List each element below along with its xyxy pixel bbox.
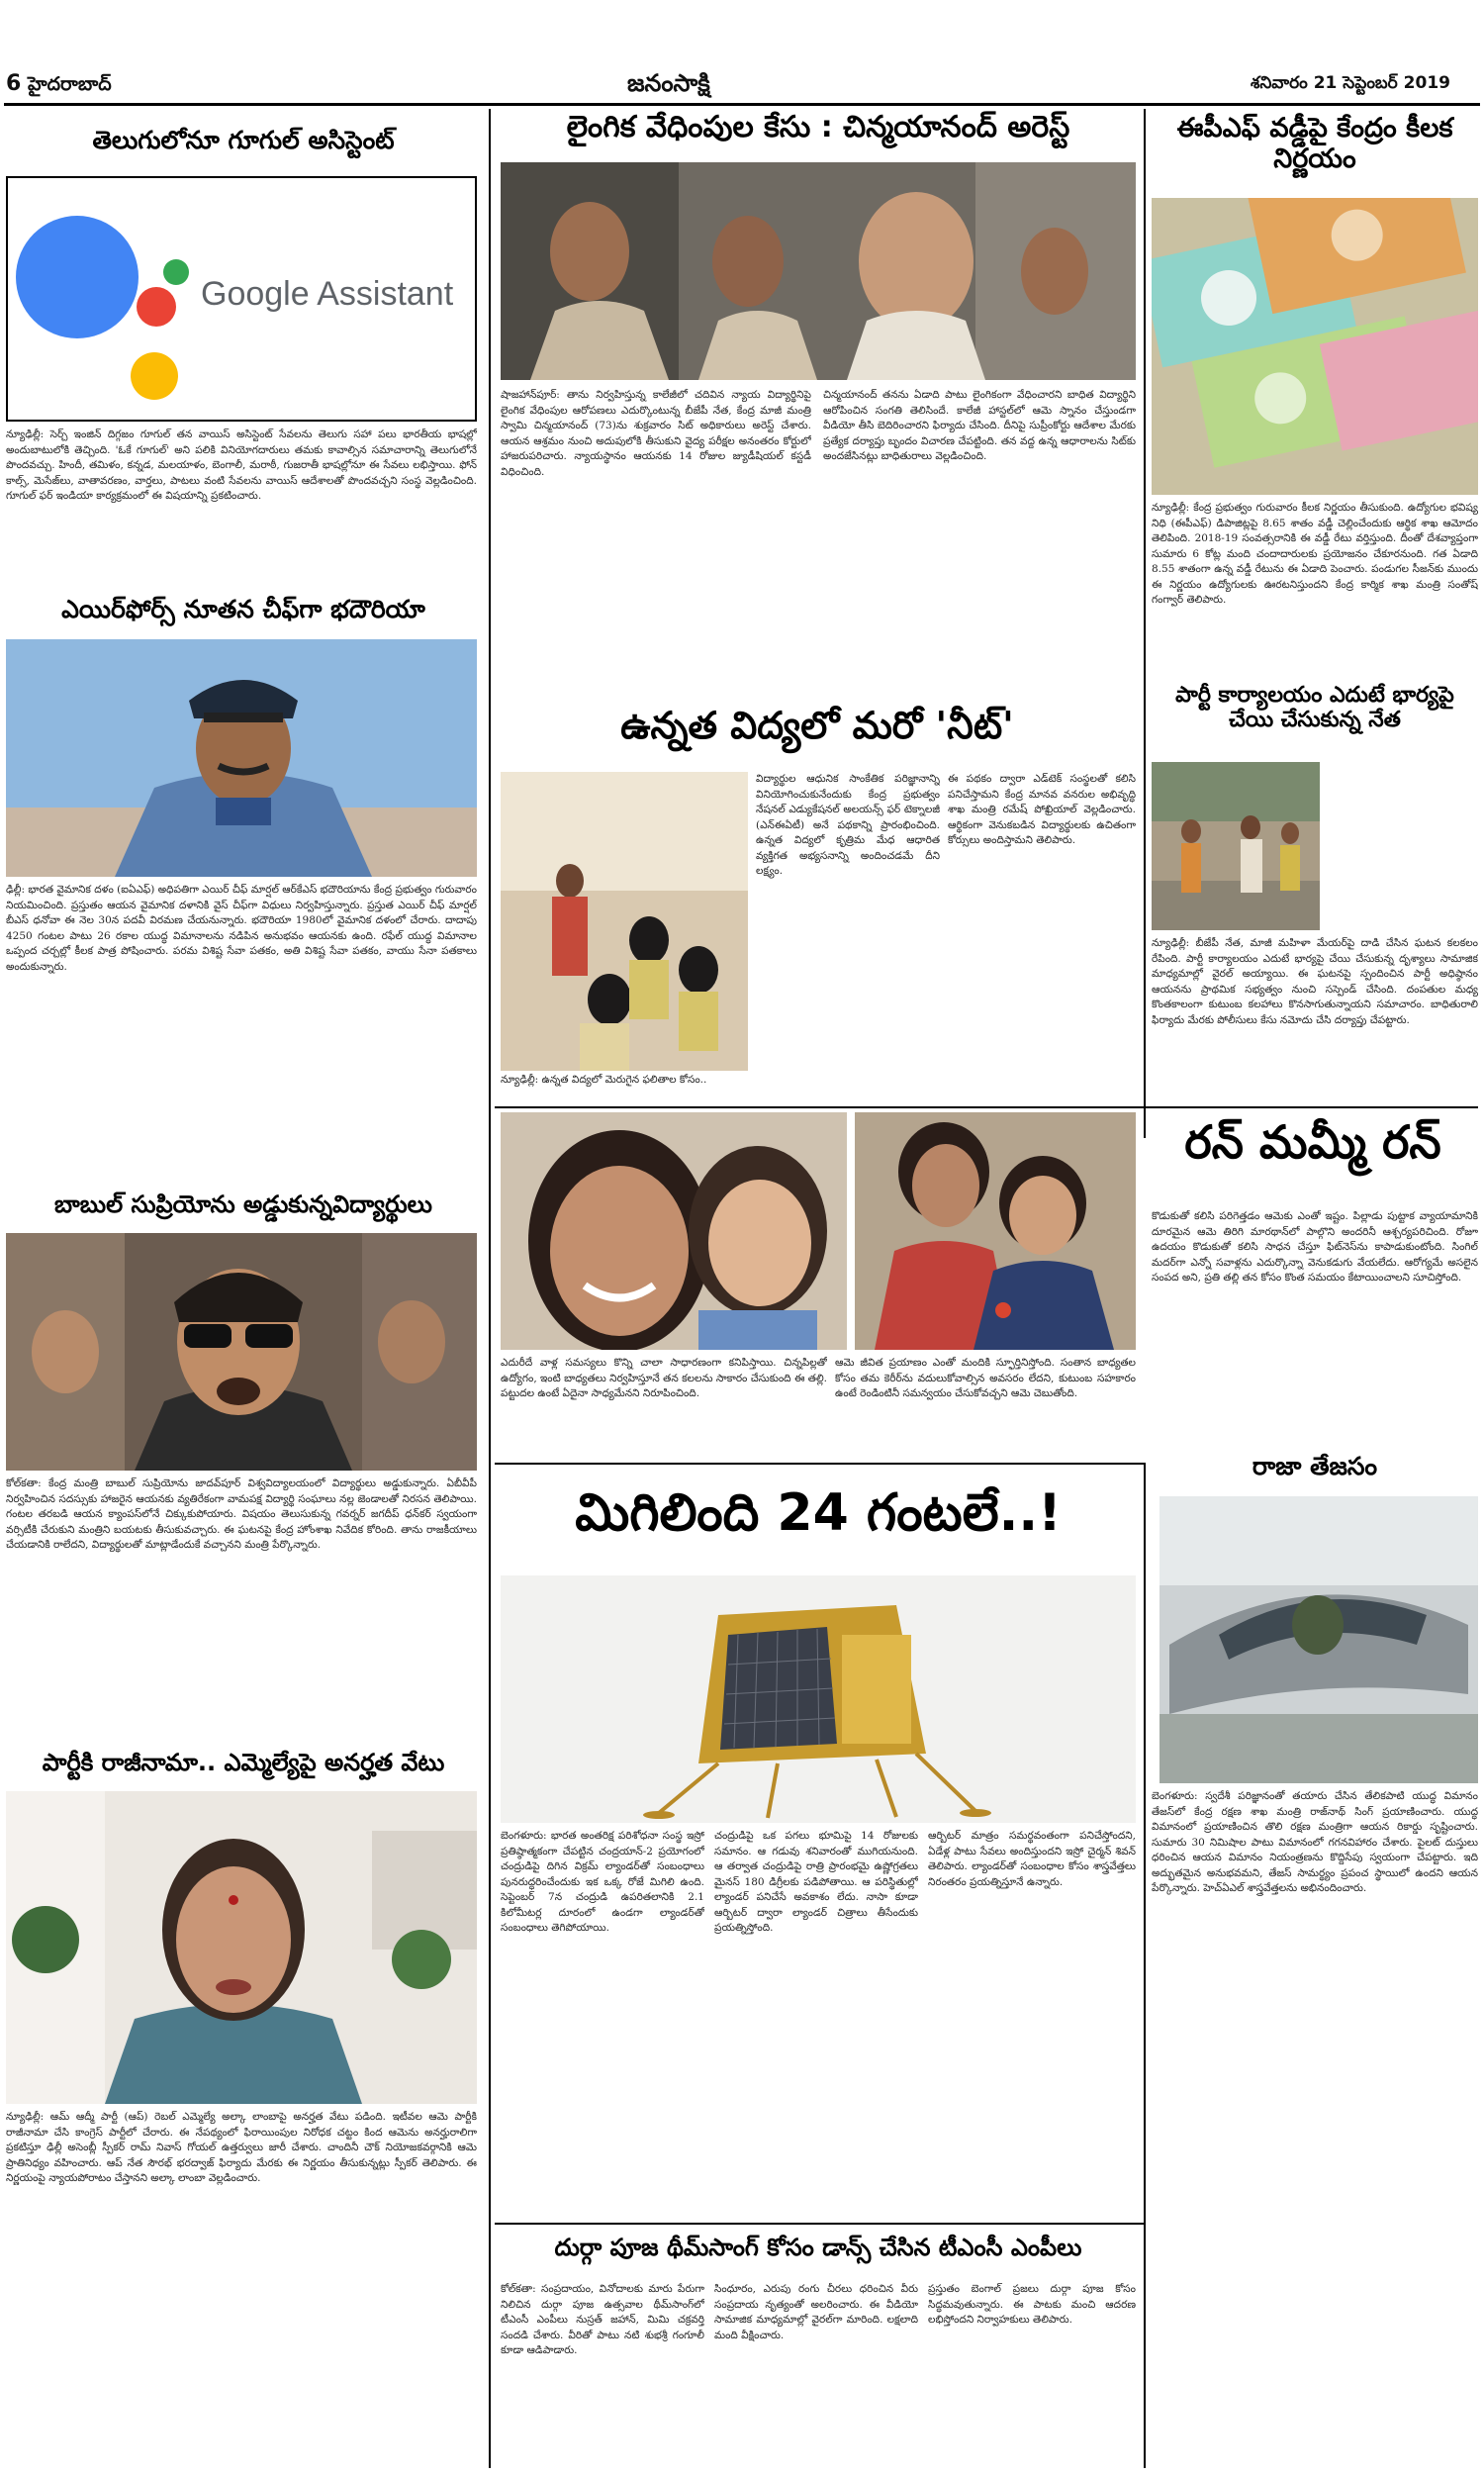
mom-body-right: ఆమె జీవిత ప్రయాణం ఎంతో మందికి స్ఫూర్తినిస్తోంది. సంతాన బాధ్యతల కోసం తమ కెరీర్‌ను వదులుకోవాల్సిన అవసరం లేదని, కుటుంబ సహకారం ఉంటే రెండింటినీ సమన్వయం చేసుకోవచ్చని ఆమె చెబుతోంది.	[835, 1357, 1136, 1400]
raja-body: బెంగళూరు: స్వదేశీ పరిజ్ఞానంతో తయారు చేసిన తేలికపాటి యుద్ధ విమానం తేజస్‌లో కేంద్ర రక్షణ శాఖ మంత్రి రాజ్‌నాథ్ సింగ్ ప్రయాణించారు. యుద్ధ విమానంలో ప్రయాణించిన తొలి రక్షణ మంత్రిగా ఆయన రికార్డు సృష్టించారు. సుమారు 30 నిమిషాల పాటు విమానంలో గగనవిహారం చేశారు. పైలట్ దుస్తులు ధరించిన ఆయన విమానం నియంత్రణను కొద్దిసేపు స్వయంగా చేపట్టారు. ఇది అద్భుతమైన అనుభవమని, తేజస్ సామర్థ్యం ప్రపంచ స్థాయిలో ఉందని ఆయన పేర్కొన్నారు. హెచ్‌ఏఎల్ శాస్త్రవేత్తలను అభినందించారు.	[1152, 1790, 1478, 1895]
chandrayaan-body-right: ఆర్బిటర్ మాత్రం సమర్థవంతంగా పనిచేస్తోందని, ఏడేళ్ల పాటు సేవలు అందిస్తుందని ఇస్రో చైర్మన్ శివన్ తెలిపారు. ల్యాండర్‌తో సంబంధాల కోసం శాస్త్రవేత్తలు నిరంతరం ప్రయత్నిస్తూనే ఉన్నారు.	[928, 1830, 1136, 1888]
durga-headline: దుర్గా పూజ థీమ్‌సాంగ్ కోసం డాన్స్ చేసిన టీఎంసీ ఎంపీలు	[554, 2234, 1082, 2261]
neet-body-right: ఈ పథకం ద్వారా ఎడ్‌టెక్ సంస్థలతో కలిసి పనిచేస్తామని కేంద్ర మానవ వనరుల అభివృద్ధి శాఖ మంత్రి రమేష్ పోఖ్రియాల్ వెల్లడించారు. ఆర్థికంగా వెనుకబడిన విద్యార్థులకు ఉచితంగా కోర్సులు అందిస్తామని తెలిపారు.	[948, 773, 1136, 847]
neet-photo	[501, 772, 748, 1071]
chandrayaan-headline: మిగిలింది 24 గంటలే..!	[575, 1483, 1062, 1543]
run-body: కొడుకుతో కలిసి పరిగెత్తడం ఆమెకు ఎంతో ఇష్టం. పిల్లాడు పుట్టాక వ్యాయామానికి దూరమైన ఆమె తిరిగి మారథాన్‌లో పాల్గొని అందరినీ ఆశ్చర్యపరిచింది. రోజూ ఉదయం కొడుకుతో కలిసి సాధన చేస్తూ ఫిట్‌నెస్‌ను కాపాడుకుంటోంది. సింగిల్ మదర్‌గా ఎన్నో సవాళ్లను ఎదుర్కొన్నా వెనుకడుగు వేయలేదు. ఆరోగ్యమే అసలైన సంపద అని, ప్రతి తల్లి తన కోసం కొంత సమయం కేటాయించాలని సూచిస్తోంది.	[1152, 1210, 1478, 1285]
column-divider-raja	[1144, 1463, 1146, 2468]
babul-headline: బాబుల్ సుప్రియోను అడ్డుకున్నవిద్యార్థులు	[54, 1190, 432, 1218]
epf-photo	[1152, 198, 1478, 495]
resign-photo	[6, 1791, 477, 2104]
neet-caption: న్యూఢిల్లీ: ఉన్నత విద్యలో మెరుగైన ఫలితాల కోసం..	[501, 1074, 707, 1086]
resign-body: న్యూఢిల్లీ: ఆమ్ ఆద్మీ పార్టీ (ఆప్) రెబల్ ఎమ్మెల్యే అల్కా లాంబాపై అనర్హత వేటు పడింది. ఇటీవల ఆమె పార్టీకి రాజీనామా చేసి కాంగ్రెస్ పార్టీలో చేరారు. ఈ నేపథ్యంలో ఫిరాయింపుల నిరోధక చట్టం కింద ఆమెను అనర్హురాలిగా ప్రకటిస్తూ ఢిల్లీ అసెంబ్లీ స్పీకర్ రామ్ నివాస్ గోయల్ ఉత్తర్వులు జారీ చేశారు. చాందినీ చౌక్ నియోజకవర్గానికి ఆమె ప్రాతినిధ్యం వహించారు. ఆప్ నేత సౌరభ్ భరద్వాజ్ ఫిర్యాదు మేరకు ఈ నిర్ణయం తీసుకున్నట్లు స్పీకర్ తెలిపారు. ఈ నిర్ణయంపై న్యాయపోరాటం చేస్తానని అల్కా లాంబా వెల్లడించారు.	[6, 2111, 477, 2185]
google-logo-box	[6, 176, 477, 422]
chinmay-photo	[501, 162, 1136, 380]
durga-body-right: ప్రస్తుతం బెంగాల్ ప్రజలు దుర్గా పూజ కోసం సిద్ధమవుతున్నారు. ఈ పాటకు మంచి ఆదరణ లభిస్తోందని నిర్వాహకులు తెలిపారు.	[928, 2283, 1136, 2327]
masthead-rule	[4, 103, 1480, 106]
section-rule-durga	[495, 2223, 1144, 2225]
google-logo-text: Google Assistant	[201, 275, 454, 313]
chinmay-body-right: చిన్మయానంద్ తనను ఏడాది పాటు లైంగికంగా వేధించారని బాధిత విద్యార్థిని ఆరోపించిన సంగతి తెలిసిందే. కాలేజీ హాస్టల్‌లో ఆమె స్నానం చేస్తుండగా వీడియో తీసి బెదిరించారని ఫిర్యాదు చేసింది. దీనిపై సుప్రీంకోర్టు ఆదేశాల మేరకు ప్రత్యేక దర్యాప్తు బృందం విచారణ చేపట్టింది. తన వద్ద ఉన్న ఆధారాలను సిట్‌కు అందజేసినట్లు బాధితురాలు వెల్లడించింది.	[823, 389, 1136, 463]
neet-body-left: విద్యార్థుల ఆధునిక సాంకేతిక పరిజ్ఞానాన్ని వినియోగించుకునేందుకు కేంద్ర ప్రభుత్వం నేషనల్ ఎడ్యుకేషనల్ అలయన్స్ ఫర్ టెక్నాలజీ (ఎన్‌ఈఏటీ) అనే పథకాన్ని ప్రారంభించింది. ఉన్నత విద్యలో కృత్రిమ మేధ ఆధారిత వ్యక్తిగత అభ్యసనాన్ని అందించడమే దీని లక్ష్యం.	[756, 773, 940, 878]
google-body: న్యూఢిల్లీ: సెర్చ్ ఇంజిన్ దిగ్గజం గూగుల్ తన వాయిస్ అసిస్టెంట్ సేవలను తెలుగు సహా పలు భారతీయ భాషల్లో అందుబాటులోకి తెచ్చింది. 'ఓకే గూగుల్' అని పలికి వినియోగదారులు తమకు కావాల్సిన సమాచారాన్ని తెలుగులోనే పొందవచ్చు. హిందీ, తమిళం, కన్నడ, మలయాళం, బెంగాలీ, మరాఠీ, గుజరాతీ భాషల్లోనూ ఈ సేవలు లభిస్తాయి. ఫోన్ కాల్స్, మెసేజ్‌లు, వాతావరణం, వార్తలు, పాటలు వంటి సేవలను వాయిస్ ఆదేశాలతో పొందవచ్చని సంస్థ వెల్లడించింది. గూగుల్ ఫర్ ఇండియా కార్యక్రమంలో ఈ విషయాన్ని ప్రకటించారు.	[6, 428, 477, 503]
resign-headline: పార్టీకి రాజీనామా.. ఎమ్మెల్యేపై అనర్హత వేటు	[42, 1749, 445, 1776]
chinmay-headline: లైంగిక వేధింపుల కేసు : చిన్మయానంద్ అరెస్ట్	[566, 110, 1070, 144]
chandrayaan-body-left: బెంగళూరు: భారత అంతరిక్ష పరిశోధనా సంస్థ ఇస్రో ప్రతిష్ఠాత్మకంగా చేపట్టిన చంద్రయాన్-2 ప్రయోగంలో చంద్రుడిపై దిగిన విక్రమ్ ల్యాండర్‌తో సంబంధాలు పునరుద్ధరించేందుకు ఇక ఒక్క రోజే మిగిలి ఉంది. సెప్టెంబర్ 7న చంద్రుడి ఉపరితలానికి 2.1 కిలోమీటర్ల దూరంలో ఉండగా ల్యాండర్‌తో సంబంధాలు తెగిపోయాయి.	[501, 1830, 704, 1935]
column-divider-right	[1144, 109, 1146, 1138]
airforce-photo	[6, 639, 477, 877]
masthead	[0, 0, 1484, 69]
date-label: శనివారం 21 సెప్టెంబర్ 2019	[1251, 73, 1450, 93]
mom-body-left: ఎదురీదే వాళ్ల సమస్యలు కొన్ని చాలా సాధారణంగా కనిపిస్తాయి. చిన్నపిల్లతో ఉద్యోగం, ఇంటి బాధ్యతలు నిర్వహిస్తూనే తన కలలను సాకారం చేసుకుంది ఈ తల్లి. పట్టుదల ఉంటే ఏదైనా సాధ్యమేనని నిరూపించింది.	[501, 1357, 827, 1400]
party-photo	[1152, 762, 1320, 930]
party-body: న్యూఢిల్లీ: బీజేపీ నేత, మాజీ మహిళా మేయర్‌పై దాడి చేసిన ఘటన కలకలం రేపింది. పార్టీ కార్యాలయం ఎదుటే భార్యపై చేయి చేసుకున్న దృశ్యాలు సామాజిక మాధ్యమాల్లో వైరల్ అయ్యాయి. ఈ ఘటనపై స్పందించిన పార్టీ అధిష్ఠానం ఆయనను ప్రాథమిక సభ్యత్వం నుంచి సస్పెండ్ చేసింది. దంపతుల మధ్య కొంతకాలంగా కుటుంబ కలహాలు కొనసాగుతున్నాయని సమాచారం. బాధితురాలి ఫిర్యాదు మేరకు పోలీసులు కేసు నమోదు చేసి దర్యాప్తు చేపట్టారు.	[1152, 937, 1478, 1026]
neet-headline: ఉన్నత విద్యలో మరో 'నీట్'	[620, 704, 1014, 747]
chinmay-body-left: షాజహాన్‌పూర్: తాను నిర్వహిస్తున్న కాలేజీలో చదివిన న్యాయ విద్యార్థినిపై లైంగిక వేధింపుల ఆరోపణలు ఎదుర్కొంటున్న బీజేపీ నేత, కేంద్ర మాజీ మంత్రి స్వామి చిన్మయానంద్ (73)ను శుక్రవారం సిట్ అధికారులు అరెస్ట్ చేశారు. ఆయన ఆశ్రమం నుంచి అదుపులోకి తీసుకుని వైద్య పరీక్షల అనంతరం కోర్టులో హాజరుపరిచారు. న్యాయస్థానం ఆయనకు 14 రోజుల జ్యుడీషియల్ కస్టడీ విధించింది.	[501, 389, 811, 478]
chandrayaan-body-mid: చంద్రుడిపై ఒక పగలు భూమిపై 14 రోజులకు సమానం. ఆ గడువు శనివారంతో ముగియనుంది. ఆ తర్వాత చంద్రుడిపై రాత్రి ప్రారంభమై ఉష్ణోగ్రతలు మైనస్ 180 డిగ్రీలకు పడిపోతాయి. ఆ పరిస్థితుల్లో ల్యాండర్ పనిచేసే అవకాశం లేదు. నాసా కూడా ఆర్బిటర్ ద్వారా ల్యాండర్ చిత్రాలు తీసేందుకు ప్రయత్నిస్తోంది.	[714, 1830, 918, 1935]
column-divider-left	[489, 109, 491, 2468]
airforce-body: ఢిల్లీ: భారత వైమానిక దళం (ఐఏఎఫ్) అధిపతిగా ఎయిర్ చీఫ్ మార్షల్ ఆర్‌కేఎస్ భదౌరియాను కేంద్ర ప్రభుత్వం గురువారం నియమించింది. ప్రస్తుతం ఆయన వైమానిక దళానికి వైస్ చీఫ్‌గా విధులు నిర్వహిస్తున్నారు. ప్రస్తుత ఎయిర్ చీఫ్ మార్షల్ బీఎస్ ధనోవా ఈ నెల 30న పదవీ విరమణ చేయనున్నారు. భదౌరియా 1980లో వైమానిక దళంలో చేరారు. దాదాపు 4250 గంటల పాటు 26 రకాల యుద్ధ విమానాలను నడిపిన అనుభవం ఆయనకు ఉంది. రఫేల్ యుద్ధ విమానాల ఒప్పంద చర్చల్లో కీలక పాత్ర పోషించారు. పరమ విశిష్ట సేవా పతకం, అతి విశిష్ట సేవా పతకం, వాయు సేనా పతకాలు అందుకున్నారు.	[6, 884, 477, 973]
epf-headline: ఈపీఎఫ్ వడ్డీపై కేంద్రం కీలక నిర్ణయం	[1176, 113, 1453, 175]
airforce-headline: ఎయిర్‌ఫోర్స్ నూతన చీఫ్‌గా భదౌరియా	[61, 595, 425, 623]
paper-name: జనంసాక్షి	[627, 69, 710, 97]
raja-photo	[1159, 1496, 1478, 1783]
run-headline: రన్ మమ్మీ రన్	[1184, 1115, 1441, 1169]
mom-photo-left	[501, 1112, 847, 1350]
babul-body: కోల్‌కతా: కేంద్ర మంత్రి బాబుల్ సుప్రియోను జాదవ్‌పూర్ విశ్వవిద్యాలయంలో విద్యార్థులు అడ్డుకున్నారు. ఏబీవీపీ నిర్వహించిన సదస్సుకు హాజరైన ఆయనకు వ్యతిరేకంగా వామపక్ష విద్యార్థి సంఘాలు నల్ల జెండాలతో నిరసన తెలిపాయి. గంటల తరబడి ఆయన క్యాంపస్‌లోనే చిక్కుకుపోయారు. విషయం తెలుసుకున్న గవర్నర్ జగదీప్ ధన్‌కర్ స్వయంగా వర్సిటీకి చేరుకుని మంత్రిని బయటకు తీసుకువచ్చారు. ఈ ఘటనపై కేంద్ర హోంశాఖ నివేదిక కోరింది. తాను రాజకీయాలు చేయడానికి రాలేదని, విద్యార్థులతో మాట్లాడేందుకే వచ్చానని మంత్రి పేర్కొన్నారు.	[6, 1477, 477, 1552]
party-headline: పార్టీ కార్యాలయం ఎదుటే భార్యపై చేయి చేసుకున్న నేత	[1175, 683, 1454, 733]
babul-photo	[6, 1233, 477, 1471]
mom-photo-right	[855, 1112, 1136, 1350]
city-label: హైదరాబాద్	[28, 73, 112, 95]
durga-body-mid: సింధూరం, ఎరుపు రంగు చీరలు ధరించిన వీరు సంప్రదాయ నృత్యంతో అలరించారు. ఈ వీడియో సామాజిక మాధ్యమాల్లో వైరల్‌గా మారింది. లక్షలాది మంది వీక్షించారు.	[714, 2283, 918, 2341]
epf-body: న్యూఢిల్లీ: కేంద్ర ప్రభుత్వం గురువారం కీలక నిర్ణయం తీసుకుంది. ఉద్యోగుల భవిష్య నిధి (ఈపీఎఫ్) డిపాజిట్లపై 8.65 శాతం వడ్డీ చెల్లించేందుకు ఆర్థిక శాఖ ఆమోదం తెలిపింది. 2018-19 సంవత్సరానికి ఈ వడ్డీ రేటు వర్తిస్తుంది. దీంతో దేశవ్యాప్తంగా సుమారు 6 కోట్ల మంది చందాదారులకు ప్రయోజనం చేకూరనుంది. గత ఏడాది 8.55 శాతంగా ఉన్న వడ్డీ రేటును ఈ ఏడాది పెంచారు. పండుగల సీజన్‌కు ముందు ఈ నిర్ణయం ఉద్యోగులకు ఊరటనిస్తుందని కేంద్ర కార్మిక శాఖ మంత్రి సంతోష్ గంగ్వార్ తెలిపారు.	[1152, 502, 1478, 607]
durga-body-left: కోల్‌కతా: సంప్రదాయం, వినోదాలకు మారు పేరుగా నిలిచిన దుర్గా పూజ ఉత్సవాల థీమ్‌సాంగ్‌లో టీఎంసీ ఎంపీలు నుస్రత్ జహాన్, మిమి చక్రవర్తి సందడి చేశారు. వీరితో పాటు నటి శుభశ్రీ గంగూలీ కూడా ఆడిపాడారు.	[501, 2283, 704, 2357]
section-rule-mom	[495, 1106, 1478, 1108]
page-number-label: 6	[6, 71, 22, 96]
raja-headline: రాజా తేజసం	[1252, 1452, 1378, 1480]
section-rule-chandrayaan	[495, 1463, 1144, 1465]
google-headline: తెలుగులోనూ గూగుల్ అసిస్టెంట్	[92, 126, 395, 154]
chandrayaan-photo	[501, 1575, 1136, 1823]
